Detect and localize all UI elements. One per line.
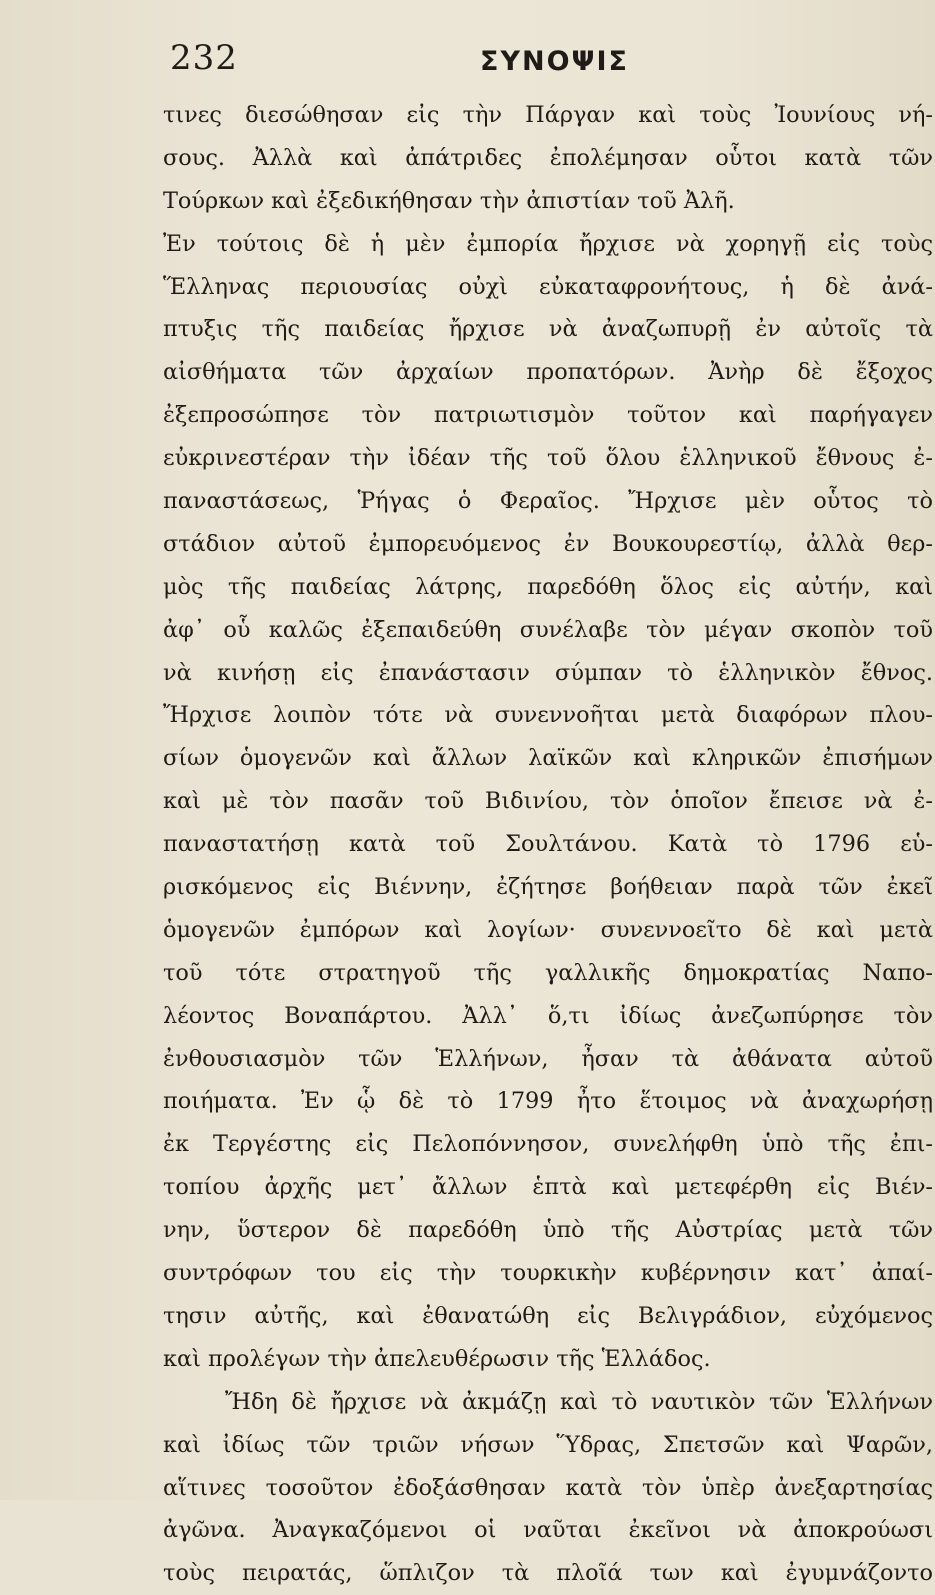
text-line: Τούρκων καὶ ἐξεδικήθησαν τὴν ἀπιστίαν τοῦ Ἀλῆ.	[163, 187, 735, 214]
text-line: Ἤδη δὲ ἤρχισε νὰ ἀκμάζῃ καὶ τὸ ναυτικὸν τῶν Ἑλλήνων	[225, 1388, 933, 1415]
text-line: σίων ὁμογενῶν καὶ ἄλλων λαϊκῶν καὶ κληρικῶν ἐπισήμων	[163, 745, 933, 772]
page-number: 232	[170, 38, 238, 78]
body-text	[163, 94, 933, 1595]
text-line: στάδιον αὐτοῦ ἐμπορευόμενος ἐν Βουκουρεστίῳ, ἀλλὰ θερ-	[163, 530, 933, 557]
text-line: λέοντος Βοναπάρτου. Ἀλλ᾽ ὅ,τι ἰδίως ἀνεζωπύρησε τὸν	[163, 1002, 933, 1029]
text-line: τοὺς πειρατάς, ὥπλιζον τὰ πλοῖά των καὶ ἐγυμνάζοντο	[163, 1560, 933, 1587]
text-line: ἐκ Τεργέστης εἰς Πελοπόννησον, συνελήφθη ὑπὸ τῆς ἐπι-	[163, 1131, 933, 1158]
text-line: αἰσθήματα τῶν ἀρχαίων προπατόρων. Ἀνὴρ δὲ ἔξοχος	[163, 359, 933, 386]
text-line: τησιν αὐτῆς, καὶ ἐθανατώθη εἰς Βελιγράδιον, εὐχόμενος	[163, 1302, 933, 1329]
text-line: ἐνθουσιασμὸν τῶν Ἑλλήνων, ἦσαν τὰ ἀθάνατα αὐτοῦ	[163, 1045, 933, 1072]
text-line: νην, ὕστερον δὲ παρεδόθη ὑπὸ τῆς Αὐστρίας μετὰ τῶν	[163, 1217, 933, 1244]
text-line: ὁμογενῶν ἐμπόρων καὶ λογίων· συνεννοεῖτο δὲ καὶ μετὰ	[163, 916, 933, 943]
running-title: ΣΥΝΟΨΙΣ	[480, 46, 629, 77]
text-line: ἀγῶνα. Ἀναγκαζόμενοι οἱ ναῦται ἐκεῖνοι νὰ ἀποκρούωσι	[163, 1517, 933, 1544]
text-line: πτυξις τῆς παιδείας ἤρχισε νὰ ἀναζωπυρῇ ἐν αὐτοῖς τὰ	[163, 316, 933, 343]
text-line: τινες διεσώθησαν εἰς τὴν Πάργαν καὶ τοὺς Ἰουνίους νή-	[163, 102, 933, 128]
text-line: συντρόφων του εἰς τὴν τουρκικὴν κυβέρνησιν κατ᾽ ἀπαί-	[163, 1260, 933, 1287]
text-line: καὶ προλέγων τὴν ἀπελευθέρωσιν τῆς Ἑλλάδος.	[163, 1345, 711, 1372]
text-line: ἐξεπροσώπησε τὸν πατριωτισμὸν τοῦτον καὶ παρήγαγεν	[163, 402, 933, 429]
text-line: νὰ κινήσῃ εἰς ἐπανάστασιν σύμπαν τὸ ἑλληνικὸν ἔθνος.	[163, 659, 933, 686]
text-line: καὶ μὲ τὸν πασᾶν τοῦ Βιδινίου, τὸν ὁποῖον ἔπεισε νὰ ἐ-	[163, 788, 933, 815]
text-line: σους. Ἀλλὰ καὶ ἀπάτριδες ἐπολέμησαν οὗτοι κατὰ τῶν	[163, 144, 933, 171]
text-line: Ἐν τούτοις δὲ ἡ μὲν ἐμπορία ἤρχισε νὰ χορηγῇ εἰς τοὺς	[163, 230, 933, 257]
text-line: εὐκρινεστέραν τὴν ἰδέαν τῆς τοῦ ὅλου ἑλληνικοῦ ἔθνους ἐ-	[163, 445, 933, 472]
text-line: ρισκόμενος εἰς Βιέννην, ἐζήτησε βοήθειαν παρὰ τῶν ἐκεῖ	[163, 874, 933, 901]
text-line: αἵτινες τοσοῦτον ἐδοξάσθησαν κατὰ τὸν ὑπὲρ ἀνεξαρτησίας	[163, 1474, 933, 1501]
text-line: καὶ ἰδίως τῶν τριῶν νήσων Ὕδρας, Σπετσῶν καὶ Ψαρῶν,	[163, 1431, 933, 1458]
text-line: τοπίου ἀρχῆς μετ᾽ ἄλλων ἑπτὰ καὶ μετεφέρθη εἰς Βιέν-	[163, 1174, 933, 1201]
text-line: ἀφ᾽ οὗ καλῶς ἐξεπαιδεύθη συνέλαβε τὸν μέγαν σκοπὸν τοῦ	[163, 616, 933, 643]
page-header	[170, 38, 930, 88]
text-line: Ἕλληνας περιουσίας οὐχὶ εὐκαταφρονήτους, ἡ δὲ ἀνά-	[163, 273, 933, 300]
text-line: παναστατήσῃ κατὰ τοῦ Σουλτάνου. Κατὰ τὸ 1796 εὑ-	[163, 831, 933, 858]
text-line: Ἤρχισε λοιπὸν τότε νὰ συνεννοῆται μετὰ διαφόρων πλου-	[163, 702, 933, 729]
text-line: ποιήματα. Ἐν ᾧ δὲ τὸ 1799 ἦτο ἕτοιμος νὰ ἀναχωρήσῃ	[163, 1088, 933, 1115]
text-line: μὸς τῆς παιδείας λάτρης, παρεδόθη ὅλος εἰς αὐτήν, καὶ	[163, 573, 933, 600]
text-line: παναστάσεως, Ῥήγας ὁ Φεραῖος. Ἤρχισε μὲν οὗτος τὸ	[163, 488, 933, 515]
text-line: τοῦ τότε στρατηγοῦ τῆς γαλλικῆς δημοκρατίας Ναπο-	[163, 959, 933, 986]
